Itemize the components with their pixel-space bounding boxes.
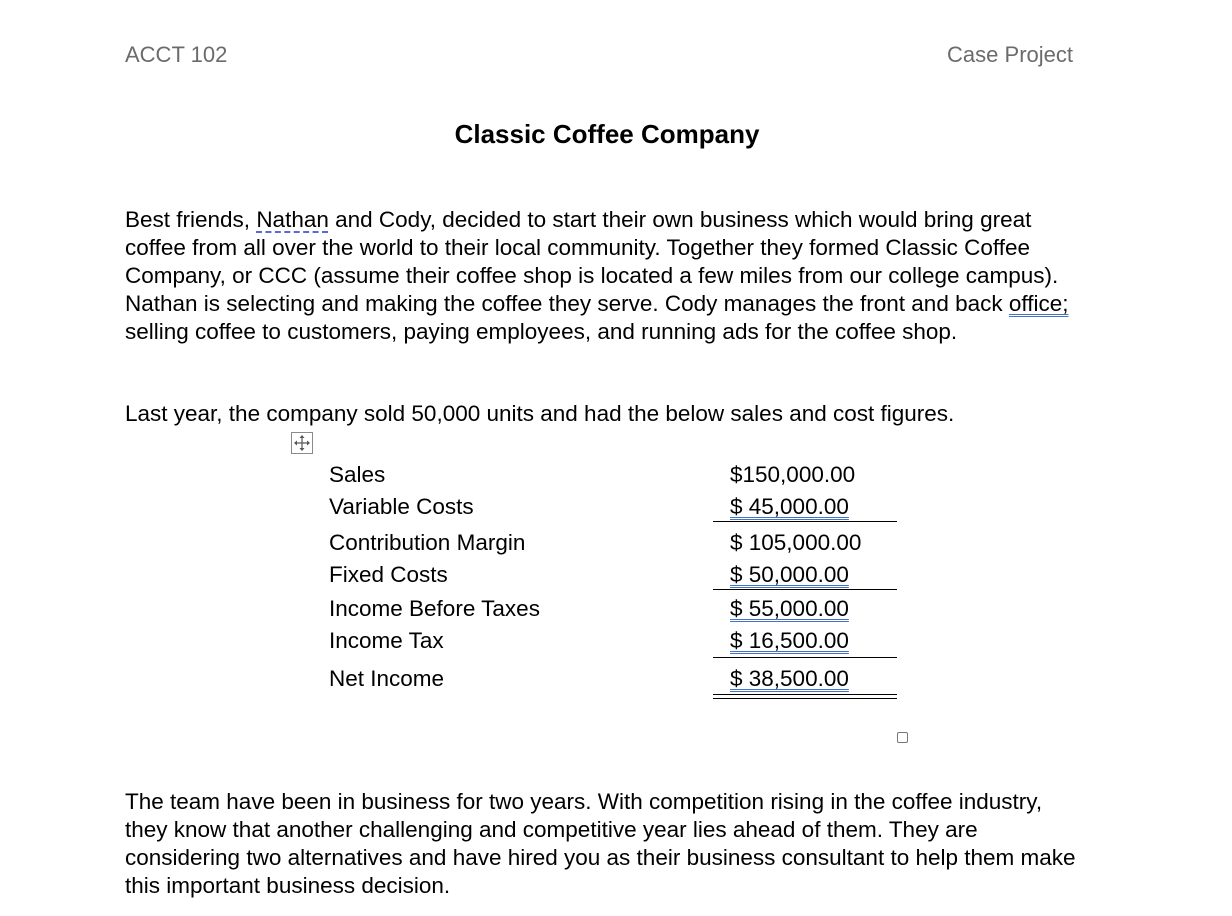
row-value: $ 50,000.00 <box>730 562 849 587</box>
row-label: Income Before Taxes <box>329 596 540 621</box>
table-move-handle[interactable] <box>291 432 313 454</box>
lead-in-paragraph[interactable]: Last year, the company sold 50,000 units and had the below sales and cost figures. <box>125 401 955 426</box>
row-label: Sales <box>329 462 386 487</box>
closing-paragraph[interactable]: The team have been in business for two years. With competition rising in the coffee industry, they know that another challenging and competitive year lies ahead of them. They are considering two alternatives and have hired you as their business consultant to help them make this important business decision. <box>125 789 1076 898</box>
row-value: $ 38,500.00 <box>730 666 849 691</box>
subtotal-rule <box>713 521 897 522</box>
row-label: Net Income <box>329 666 445 691</box>
income-row-sales <box>329 462 899 494</box>
spelling-flagged-word[interactable]: Nathan <box>256 207 329 232</box>
document-title: Classic Coffee Company <box>454 119 760 149</box>
row-label: Contribution Margin <box>329 530 526 555</box>
intro-paragraph[interactable] <box>125 206 1085 346</box>
row-label: Income Tax <box>329 628 444 653</box>
four-arrow-move-icon <box>292 433 312 453</box>
square-resize-icon[interactable] <box>897 732 908 743</box>
row-value: $ 105,000.00 <box>730 530 862 555</box>
income-row-contribution-margin <box>329 530 899 562</box>
row-value: $ 55,000.00 <box>730 596 849 621</box>
subtotal-rule <box>713 589 897 590</box>
row-label: Fixed Costs <box>329 562 448 587</box>
intro-text-1: Best friends, <box>125 207 257 232</box>
header-course: ACCT 102 <box>125 42 228 67</box>
row-label: Variable Costs <box>329 494 474 519</box>
subtotal-rule <box>713 657 897 658</box>
header-section: Case Project <box>947 42 1073 67</box>
total-double-rule <box>713 694 897 699</box>
row-value: $ 16,500.00 <box>730 628 849 653</box>
intro-text-3: selling coffee to customers, paying employees, and running ads for the coffee shop. <box>125 319 958 344</box>
row-value: $150,000.00 <box>730 462 856 487</box>
row-value: $ 45,000.00 <box>730 494 849 519</box>
intro-text-2: and Cody, decided to start their own business which would bring great coffee from all over the world to their local community. Together they formed Classic Coffee Company, or CCC (assume their coffee shop is located a few miles from our college campus). Nathan is selecting and making the coffee they serve. Cody manages the front and back <box>125 207 1059 316</box>
income-row-income-tax <box>329 628 899 660</box>
grammar-flagged-word[interactable]: office; <box>1008 291 1069 316</box>
income-row-income-before-taxes <box>329 596 899 628</box>
